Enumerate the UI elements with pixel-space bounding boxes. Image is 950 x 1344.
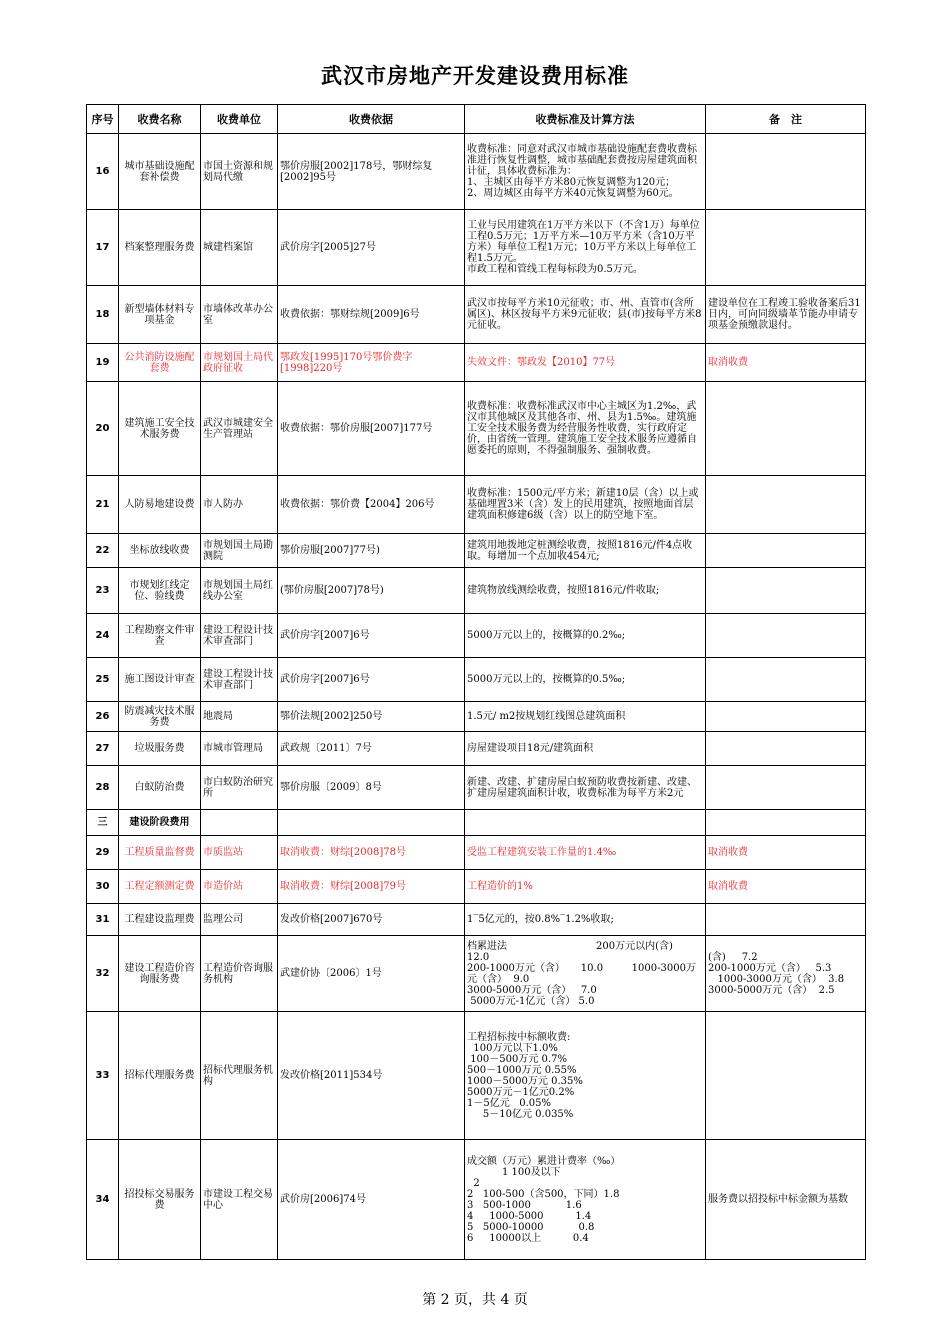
remarks-cell (706, 534, 866, 568)
fee-unit-cell: 市造价站 (201, 870, 278, 904)
row-number-cell: 22 (87, 534, 119, 568)
row-number-cell: 30 (87, 870, 119, 904)
table-row (87, 344, 866, 382)
fee-basis-cell: 武价房字[2005]27号 (278, 210, 465, 286)
table-row (87, 382, 866, 476)
remarks-cell: 服务费以招投标中标金额为基数 (706, 1140, 866, 1260)
fee-standard-text: 档累进法 200万元以内(含) 12.0 200-1000万元（含） 10.0 1000-3000万元（含） 9.0 3000-5000万元（含） 7.0 5000万元-1亿元（含） 5.0 (467, 940, 696, 1007)
table-row (87, 476, 866, 534)
remarks-text: (含) 7.2 200-1000万元（含） 5.3 1000-3000万元（含） 3.8 3000-5000万元（含） 2.5 (708, 951, 845, 996)
table-row (87, 1012, 866, 1140)
table-row (87, 904, 866, 936)
fee-unit-cell: 武汉市城建安全生产管理站 (201, 382, 278, 476)
remarks-cell (706, 476, 866, 534)
fee-name-cell: 人防易地建设费 (119, 476, 201, 534)
fee-standard-cell: 5000万元以上的，按概算的0.5‰; (465, 658, 706, 702)
fee-basis-cell: 收费依据：鄂财综规[2009]6号 (278, 286, 465, 344)
fee-basis-cell: 鄂价法规[2002]250号 (278, 702, 465, 732)
remarks-cell (706, 614, 866, 658)
row-number-cell: 18 (87, 286, 119, 344)
table-row (87, 936, 866, 1012)
fee-name-cell: 工程定额测定费 (119, 870, 201, 904)
fee-basis-cell: 鄂价房服[2007]77号) (278, 534, 465, 568)
header-no: 序号 (87, 105, 119, 134)
fee-unit-cell: 市建设工程交易中心 (201, 1140, 278, 1260)
fee-basis-cell: 发改价格[2007]670号 (278, 904, 465, 936)
table-row (87, 836, 866, 870)
table-row (87, 534, 866, 568)
row-number-cell: 17 (87, 210, 119, 286)
header-fee-unit: 收费单位 (201, 105, 278, 134)
fee-unit-cell: 市质监站 (201, 836, 278, 870)
fee-standard-cell: 收费标准：1500元/平方米；新建10层（含）以上或基础埋置3米（含）发上的民用建筑，按照地面首层建筑面积修建6级（含）以上的防空地下室。 (465, 476, 706, 534)
fee-unit-cell: 市规划国土局勘测院 (201, 534, 278, 568)
fee-basis-cell: 武价房字[2007]6号 (278, 658, 465, 702)
table-header-row (87, 105, 866, 134)
fee-standard-cell: 受监工程建筑安装工作量的1.4‰ (465, 836, 706, 870)
fee-unit-cell: 建设工程设计技术审查部门 (201, 658, 278, 702)
fee-name-cell: 垃圾服务费 (119, 732, 201, 766)
row-number-cell: 24 (87, 614, 119, 658)
fee-name-cell: 建筑施工安全技术服务费 (119, 382, 201, 476)
remarks-cell (706, 568, 866, 614)
table-row (87, 210, 866, 286)
fee-name-cell: 建设阶段费用 (119, 810, 201, 836)
remarks-cell (706, 732, 866, 766)
fee-name-cell: 新型墙体材料专项基金 (119, 286, 201, 344)
row-number-cell: 23 (87, 568, 119, 614)
fee-standard-cell: 工程招标按中标额收费: 100万元以下1.0% 100－500万元 0.7% 500－1000万元 0.55% 1000－5000万元 0.35% 5000万元－1亿元0.2% 1－5亿元 0.05% 5－10亿元 0.035% (465, 1012, 706, 1140)
fee-unit-cell: 地震局 (201, 702, 278, 732)
header-fee-standard: 收费标准及计算方法 (465, 105, 706, 134)
fee-unit-cell: 市墙体改革办公室 (201, 286, 278, 344)
remarks-cell (706, 936, 866, 1012)
remarks-cell: 建设单位在工程竣工验收备案后31日内，可向同级墙革节能办申请专项基金预缴款退付。 (706, 286, 866, 344)
fee-name-cell: 工程质量监督费 (119, 836, 201, 870)
table-row (87, 658, 866, 702)
fee-unit-cell: 市规划国土局代政府征收 (201, 344, 278, 382)
row-number-cell: 27 (87, 732, 119, 766)
fee-basis-cell: 取消收费：财综[2008]78号 (278, 836, 465, 870)
row-number-cell: 32 (87, 936, 119, 1012)
fee-name-cell: 施工图设计审查 (119, 658, 201, 702)
remarks-cell: 取消收费 (706, 836, 866, 870)
fee-unit-cell: 市白蚁防治研究所 (201, 766, 278, 810)
fee-standard-cell (465, 810, 706, 836)
remarks-cell (706, 702, 866, 732)
row-number-cell: 26 (87, 702, 119, 732)
fee-standard-cell: 1‾5亿元的，按0.8%‾1.2%收取; (465, 904, 706, 936)
fee-standard-cell: 5000万元以上的，按概算的0.2‰; (465, 614, 706, 658)
row-number-cell: 33 (87, 1012, 119, 1140)
row-number-cell: 25 (87, 658, 119, 702)
fee-standard-cell: 成交额（万元）累进计费率（‰） 1 100及以下 2 2 100-500（含500，下同）1.8 3 500-1000 1.6 4 1000-5000 1.4 5 5000-10000 0.8 6 10000以上 0.4 (465, 1140, 706, 1260)
fee-name-cell: 工程勘察文件审查 (119, 614, 201, 658)
fee-name-cell: 坐标放线收费 (119, 534, 201, 568)
row-number-cell: 三 (87, 810, 119, 836)
fee-basis-cell: (鄂价房服[2007]78号) (278, 568, 465, 614)
table-row (87, 870, 866, 904)
fee-name-cell: 公共消防设施配套费 (119, 344, 201, 382)
fee-basis-cell: 武政规〔2011〕7号 (278, 732, 465, 766)
fee-standard-cell: 收费标准：收费标准武汉市中心主城区为1.2‰，武汉市其他城区及其他各市、州、县为1.5‰。建筑施工安全技术服务费为经营服务性收费，实行政府定价，由省统一管理。建筑施工安全技术服务应遵循自愿委托的原则，不得强制服务、强制收费。 (465, 382, 706, 476)
table-row (87, 134, 866, 210)
table-row (87, 568, 866, 614)
fee-unit-cell: 监理公司 (201, 904, 278, 936)
fee-standard-cell: 收费标准：同意对武汉市城市基础设施配套费收费标准进行恢复性调整，城市基础配套费按房屋建筑面积计征，具体收费标准为： 1、主城区由每平方米80元恢复调整为120元； 2、周边城区由每平方米40元恢复调整为60元。 (465, 134, 706, 210)
fee-basis-cell: 武价房[2006]74号 (278, 1140, 465, 1260)
header-fee-basis: 收费依据 (278, 105, 465, 134)
remarks-cell (706, 1012, 866, 1140)
fee-unit-cell: 建设工程设计技术审查部门 (201, 614, 278, 658)
table-body (87, 134, 866, 1260)
fee-name-cell: 招标代理服务费 (119, 1012, 201, 1140)
fee-standard-cell: 1.5元/ m2按规划红线图总建筑面积 (465, 702, 706, 732)
fee-name-cell: 防震减灾技术服务费 (119, 702, 201, 732)
fee-name-cell: 工程建设监理费 (119, 904, 201, 936)
fee-basis-cell: 鄂价房服〔2009〕8号 (278, 766, 465, 810)
fee-unit-cell (201, 810, 278, 836)
remarks-cell (706, 810, 866, 836)
fee-basis-cell: 鄂政发[1995]170号鄂价费字[1998]220号 (278, 344, 465, 382)
remarks-cell: 取消收费 (706, 870, 866, 904)
row-number-cell: 19 (87, 344, 119, 382)
fee-standard-cell: 建筑用地拨地定桩测绘收费，按照1816元/件4点收取。每增加一个点加收454元; (465, 534, 706, 568)
fee-table (86, 104, 866, 1260)
row-number-cell: 16 (87, 134, 119, 210)
page-footer: 第 2 页，共 4 页 (422, 1292, 528, 1308)
page-title: 武汉市房地产开发建设费用标准 (321, 64, 629, 88)
table-row (87, 766, 866, 810)
row-number-cell: 34 (87, 1140, 119, 1260)
fee-standard-cell: 工业与民用建筑在1万平方米以下（不含1万）每单位工程0.5万元；1万平方米—10万平方米（含10万平方米）每单位工程1万元；10万平方米以上每单位工程1.5万元。 市政工程和管线工程每标段为0.5万元。 (465, 210, 706, 286)
table-row (87, 1140, 866, 1260)
section-row (87, 810, 866, 836)
fee-name-cell: 市规划红线定位、验线费 (119, 568, 201, 614)
fee-basis-cell: 取消收费：财综[2008]79号 (278, 870, 465, 904)
table-row (87, 732, 866, 766)
row-number-cell: 20 (87, 382, 119, 476)
remarks-cell: 取消收费 (706, 344, 866, 382)
table-row (87, 286, 866, 344)
fee-unit-cell: 市城市管理局 (201, 732, 278, 766)
fee-name-cell: 白蚁防治费 (119, 766, 201, 810)
fee-basis-cell: 发改价格[2011]534号 (278, 1012, 465, 1140)
fee-name-cell: 档案整理服务费 (119, 210, 201, 286)
remarks-cell (706, 904, 866, 936)
fee-basis-cell: 武价房字[2007]6号 (278, 614, 465, 658)
row-number-cell: 21 (87, 476, 119, 534)
fee-unit-cell: 工程造价咨询服务机构 (201, 936, 278, 1012)
fee-unit-cell: 招标代理服务机构 (201, 1012, 278, 1140)
remarks-cell (706, 766, 866, 810)
remarks-cell (706, 658, 866, 702)
fee-basis-cell (278, 810, 465, 836)
row-number-cell: 29 (87, 836, 119, 870)
fee-standard-cell: 新建、改建、扩建房屋白蚁预防收费按新建、改建、扩建房屋建筑面积计收，收费标准为每平方米2元 (465, 766, 706, 810)
table-row (87, 614, 866, 658)
remarks-cell (706, 382, 866, 476)
row-number-cell: 31 (87, 904, 119, 936)
header-remarks: 备 注 (706, 105, 866, 134)
row-number-cell: 28 (87, 766, 119, 810)
table-row (87, 702, 866, 732)
fee-name-cell: 城市基础设施配套补偿费 (119, 134, 201, 210)
fee-standard-cell: 建筑物放线测绘收费，按照1816元/件收取; (465, 568, 706, 614)
header-fee-name: 收费名称 (119, 105, 201, 134)
fee-basis-cell: 武建价协〔2006〕1号 (278, 936, 465, 1012)
fee-unit-cell: 市规划国土局红线办公室 (201, 568, 278, 614)
fee-standard-cell: 工程造价的1% (465, 870, 706, 904)
fee-standard-cell (465, 936, 706, 1012)
fee-standard-cell: 失效文件：鄂政发【2010】77号 (465, 344, 706, 382)
fee-standard-cell: 房屋建设项目18元/建筑面积 (465, 732, 706, 766)
remarks-cell (706, 210, 866, 286)
fee-unit-cell: 市人防办 (201, 476, 278, 534)
remarks-cell (706, 134, 866, 210)
fee-unit-cell: 城建档案馆 (201, 210, 278, 286)
fee-basis-cell: 鄂价房服[2002]178号，鄂财综复[2002]95号 (278, 134, 465, 210)
fee-name-cell: 建设工程造价咨询服务费 (119, 936, 201, 1012)
fee-basis-cell: 收费依据：鄂价房服[2007]177号 (278, 382, 465, 476)
fee-unit-cell: 市国土资源和规划局代缴 (201, 134, 278, 210)
fee-name-cell: 招投标交易服务费 (119, 1140, 201, 1260)
fee-basis-cell: 收费依据：鄂价费【2004】206号 (278, 476, 465, 534)
fee-standard-cell: 武汉市按每平方米10元征收；市、州、直管市(含所属区)、林区按每平方米9元征收；县(市)按每平方米8元征收。 (465, 286, 706, 344)
